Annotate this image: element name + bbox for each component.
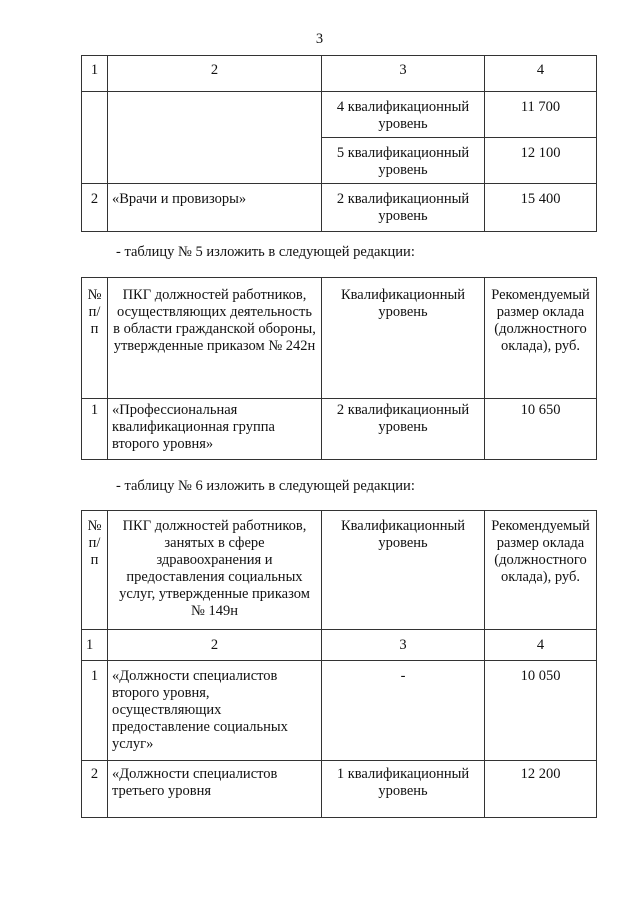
salary-cell: 10 650 bbox=[485, 399, 597, 460]
row-number-cell: 1 bbox=[82, 661, 108, 761]
table-row bbox=[82, 399, 597, 460]
header-cell: 3 bbox=[322, 630, 485, 661]
group-header: ПКГ должностей работников, осуществляющих деятельность в области гражданской обороны, утвержденные приказом № 242н bbox=[108, 278, 322, 399]
table-header-row bbox=[82, 278, 597, 399]
num-header: № п/п bbox=[82, 511, 108, 630]
table5-intro: - таблицу № 5 изложить в следующей редакции: bbox=[116, 244, 415, 260]
group-cell: «Врачи и провизоры» bbox=[108, 184, 322, 232]
salary-cell: 12 100 bbox=[485, 138, 597, 184]
num-header: № п/п bbox=[82, 278, 108, 399]
page-number: 3 bbox=[315, 31, 324, 47]
table6-intro: - таблицу № 6 изложить в следующей редакции: bbox=[116, 478, 415, 494]
level-header: Квалификационный уровень bbox=[322, 278, 485, 399]
header-cell: 2 bbox=[108, 56, 322, 92]
table-row bbox=[82, 761, 597, 818]
table-row bbox=[82, 661, 597, 761]
header-cell: 2 bbox=[108, 630, 322, 661]
continuation-table bbox=[81, 55, 597, 232]
salary-cell: 15 400 bbox=[485, 184, 597, 232]
group-cell: «Должности специалистов третьего уровня bbox=[108, 761, 322, 818]
header-cell: 3 bbox=[322, 56, 485, 92]
table-row bbox=[82, 184, 597, 232]
table-header-row bbox=[82, 511, 597, 630]
column-numbers-row bbox=[82, 630, 597, 661]
column-numbers-row bbox=[82, 56, 597, 92]
salary-header: Рекомендуемый размер оклада (должностного оклада), руб. bbox=[485, 278, 597, 399]
salary-cell: 12 200 bbox=[485, 761, 597, 818]
row-number-cell bbox=[82, 92, 108, 184]
row-number-cell: 2 bbox=[82, 761, 108, 818]
row-number-cell: 2 bbox=[82, 184, 108, 232]
salary-cell: 10 050 bbox=[485, 661, 597, 761]
header-cell: 4 bbox=[485, 56, 597, 92]
header-cell: 1 bbox=[82, 630, 108, 661]
group-cell: «Профессиональная квалификационная группа второго уровня» bbox=[108, 399, 322, 460]
salary-header: Рекомендуемый размер оклада (должностного оклада), руб. bbox=[485, 511, 597, 630]
table-row bbox=[82, 92, 597, 138]
group-cell: «Должности специалистов второго уровня, осуществляющих предоставление социальных услуг» bbox=[108, 661, 322, 761]
group-cell bbox=[108, 92, 322, 184]
level-cell: - bbox=[322, 661, 485, 761]
level-header: Квалификационный уровень bbox=[322, 511, 485, 630]
table-6 bbox=[81, 510, 597, 818]
group-header: ПКГ должностей работников, занятых в сфере здравоохранения и предоставления социальных услуг, утвержденные приказом № 149н bbox=[108, 511, 322, 630]
row-number-cell: 1 bbox=[82, 399, 108, 460]
header-cell: 1 bbox=[82, 56, 108, 92]
level-cell: 2 квалификационный уровень bbox=[322, 399, 485, 460]
salary-cell: 11 700 bbox=[485, 92, 597, 138]
table-5 bbox=[81, 277, 597, 460]
level-cell: 5 квалификационный уровень bbox=[322, 138, 485, 184]
level-cell: 4 квалификационный уровень bbox=[322, 92, 485, 138]
level-cell: 2 квалификационный уровень bbox=[322, 184, 485, 232]
header-cell: 4 bbox=[485, 630, 597, 661]
level-cell: 1 квалификационный уровень bbox=[322, 761, 485, 818]
